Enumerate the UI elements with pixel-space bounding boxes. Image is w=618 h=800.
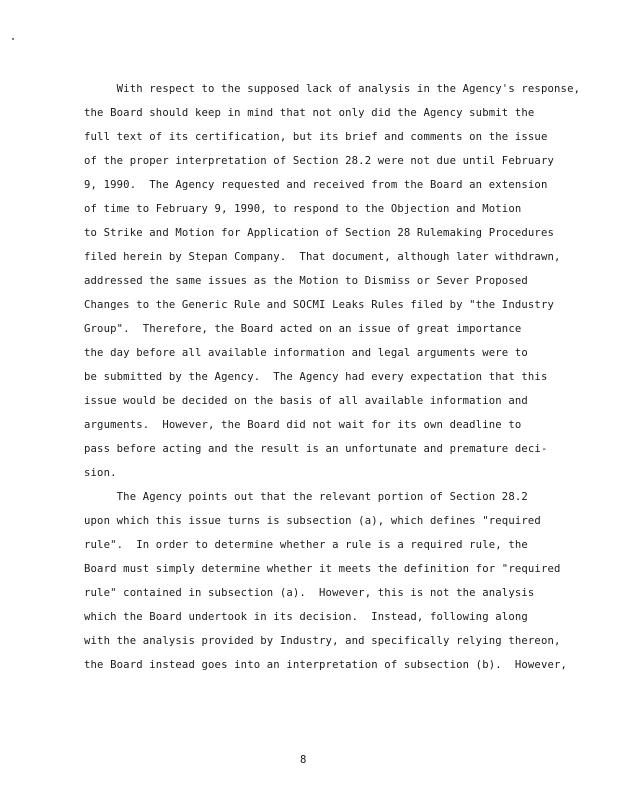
- text-line: arguments. However, the Board did not wait for its own deadline to: [84, 419, 522, 431]
- text-line: The Agency points out that the relevant portion of Section 28.2: [84, 491, 528, 503]
- text-line: pass before acting and the result is an unfortunate and premature deci-: [84, 443, 548, 455]
- scan-speck: [12, 38, 14, 40]
- text-line: the Board instead goes into an interpretation of subsection (b). However,: [84, 659, 568, 671]
- text-line: the Board should keep in mind that not only did the Agency submit the: [84, 107, 535, 119]
- text-line: With respect to the supposed lack of analysis in the Agency's response,: [84, 83, 581, 95]
- text-line: addressed the same issues as the Motion to Dismiss or Sever Proposed: [84, 275, 528, 287]
- text-line: of the proper interpretation of Section 28.2 were not due until February: [84, 155, 555, 167]
- text-line: full text of its certification, but its brief and comments on the issue: [84, 131, 548, 143]
- text-line: be submitted by the Agency. The Agency had every expectation that this: [84, 371, 548, 383]
- text-line: issue would be decided on the basis of all available information and: [84, 395, 528, 407]
- text-line: filed herein by Stepan Company. That document, although later withdrawn,: [84, 251, 561, 263]
- text-line: sion.: [84, 467, 117, 479]
- page-number: 8: [300, 754, 307, 766]
- text-line: which the Board undertook in its decision. Instead, following along: [84, 611, 528, 623]
- text-line: the day before all available information and legal arguments were to: [84, 347, 528, 359]
- text-line: Board must simply determine whether it meets the definition for "required: [84, 563, 561, 575]
- text-line: Changes to the Generic Rule and SOCMI Leaks Rules filed by "the Industry: [84, 299, 555, 311]
- text-line: to Strike and Motion for Application of Section 28 Rulemaking Procedures: [84, 227, 555, 239]
- text-line: rule" contained in subsection (a). However, this is not the analysis: [84, 587, 535, 599]
- text-line: with the analysis provided by Industry, and specifically relying thereon,: [84, 635, 561, 647]
- text-line: Group". Therefore, the Board acted on an issue of great importance: [84, 323, 522, 335]
- text-line: 9, 1990. The Agency requested and received from the Board an extension: [84, 179, 548, 191]
- text-line: upon which this issue turns is subsection (a), which defines "required: [84, 515, 541, 527]
- text-line: rule". In order to determine whether a rule is a required rule, the: [84, 539, 528, 551]
- text-line: of time to February 9, 1990, to respond to the Objection and Motion: [84, 203, 522, 215]
